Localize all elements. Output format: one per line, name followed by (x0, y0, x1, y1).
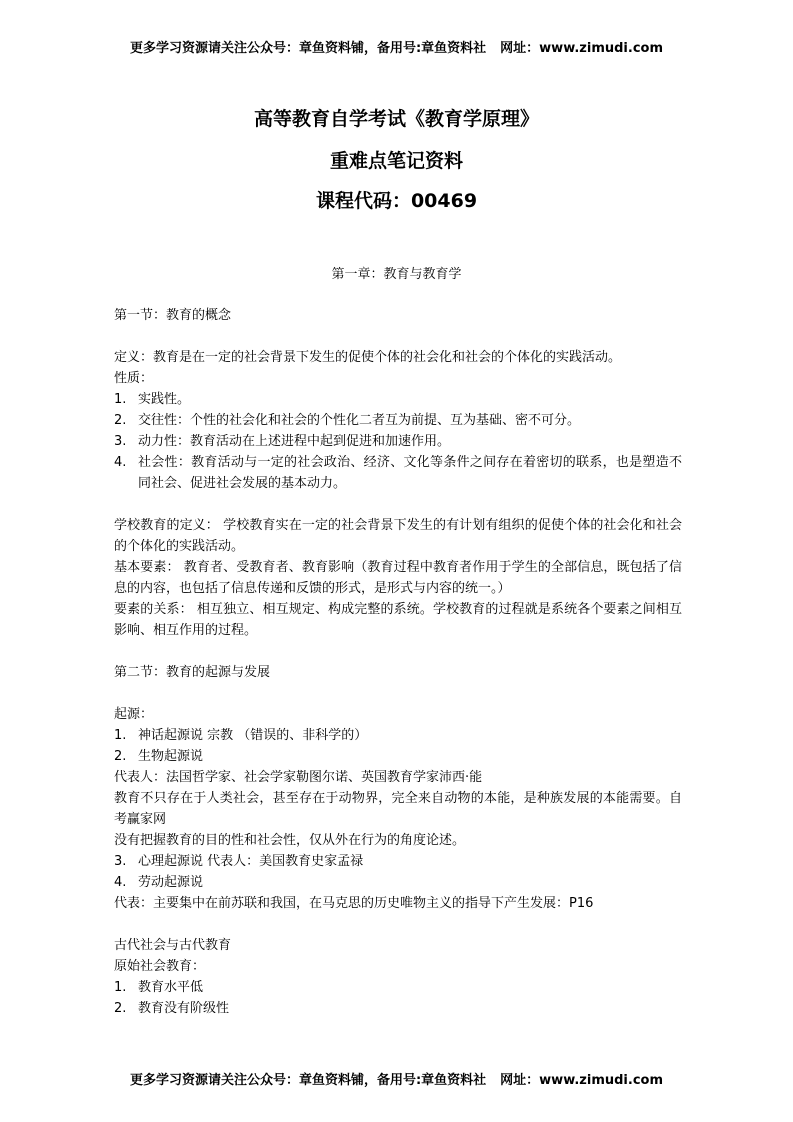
chapter-heading: 第一章：教育与教育学 (331, 267, 462, 282)
banner-site: 网址：www.zimudi.com (500, 41, 664, 56)
list-item: 2. 生物起源说 (114, 749, 204, 764)
biological-description: 教育不只存在于人类社会，甚至存在于动物界，完全来自动物的本能，是种族发展的本能需要。自考赢家网 (114, 791, 682, 827)
basic-elements: 基本要素： 教育者、受教育者、教育影响（教育过程中教育者作用于学生的全部信息，既包括了信息的内容，也包括了信息传递和反馈的形式，是形式与内容的统一。） (114, 560, 682, 596)
doc-title: 高等教育自学考试《教育学原理》 (253, 108, 539, 130)
course-code: 课程代码：00469 (315, 190, 478, 212)
footer-banner (0, 1069, 793, 1088)
banner-text: 更多学习资源请关注公众号：章鱼资料铺，备用号:章鱼资料社 (129, 1073, 487, 1088)
list-item: 2. 交往性：个性的社会化和社会的个性化二者互为前提、互为基础、密不可分。 (114, 413, 581, 428)
primitive-education-label: 原始社会教育： (114, 959, 206, 974)
origin-label: 起源： (114, 707, 154, 722)
ancient-education-heading: 古代社会与古代教育 (114, 938, 232, 953)
list-item: 1. 神话起源说 宗教 （错误的、非科学的） (114, 728, 368, 743)
banner-text: 更多学习资源请关注公众号：章鱼资料铺，备用号:章鱼资料社 (129, 41, 487, 56)
banner-site: 网址：www.zimudi.com (500, 1073, 664, 1088)
list-item: 4. 劳动起源说 (114, 875, 204, 890)
school-education-definition: 学校教育的定义： 学校教育实在一定的社会背景下发生的有计划有组织的促使个体的社会化和社会的个体化的实践活动。 (114, 518, 682, 554)
list-item: 1. 实践性。 (114, 392, 191, 407)
list-item: 1. 教育水平低 (114, 980, 204, 995)
section1-heading: 第一节：教育的概念 (114, 308, 232, 323)
biological-representatives: 代表人：法国哲学家、社会学家勒图尔诺、英国教育学家沛西·能 (114, 770, 483, 785)
element-relations: 要素的关系： 相互独立、相互规定、构成完整的系统。学校教育的过程就是系统各个要素之间相互影响、相互作用的过程。 (114, 602, 682, 638)
nature-label: 性质： (114, 371, 154, 386)
section2-heading: 第二节：教育的起源与发展 (114, 665, 271, 680)
list-item: 2. 教育没有阶级性 (114, 1001, 230, 1016)
document-body (114, 305, 682, 1019)
labor-representatives: 代表：主要集中在前苏联和我国，在马克思的历史唯物主义的指导下产生发展：P16 (114, 896, 594, 911)
education-definition: 定义：教育是在一定的社会背景下发生的促使个体的社会化和社会的个体化的实践活动。 (114, 350, 622, 365)
header-banner (0, 37, 793, 56)
doc-subtitle: 重难点笔记资料 (329, 150, 463, 172)
list-item: 3. 心理起源说 代表人：美国教育史家孟禄 (114, 854, 364, 869)
list-item: 4. 社会性：教育活动与一定的社会政治、经济、文化等条件之间存在着密切的联系，也是塑造不同社会、促进社会发展的基本动力。 (114, 455, 682, 491)
list-item: 3. 动力性：教育活动在上述进程中起到促进和加速作用。 (114, 434, 451, 449)
biological-note: 没有把握教育的目的性和社会性，仅从外在行为的角度论述。 (114, 833, 466, 848)
